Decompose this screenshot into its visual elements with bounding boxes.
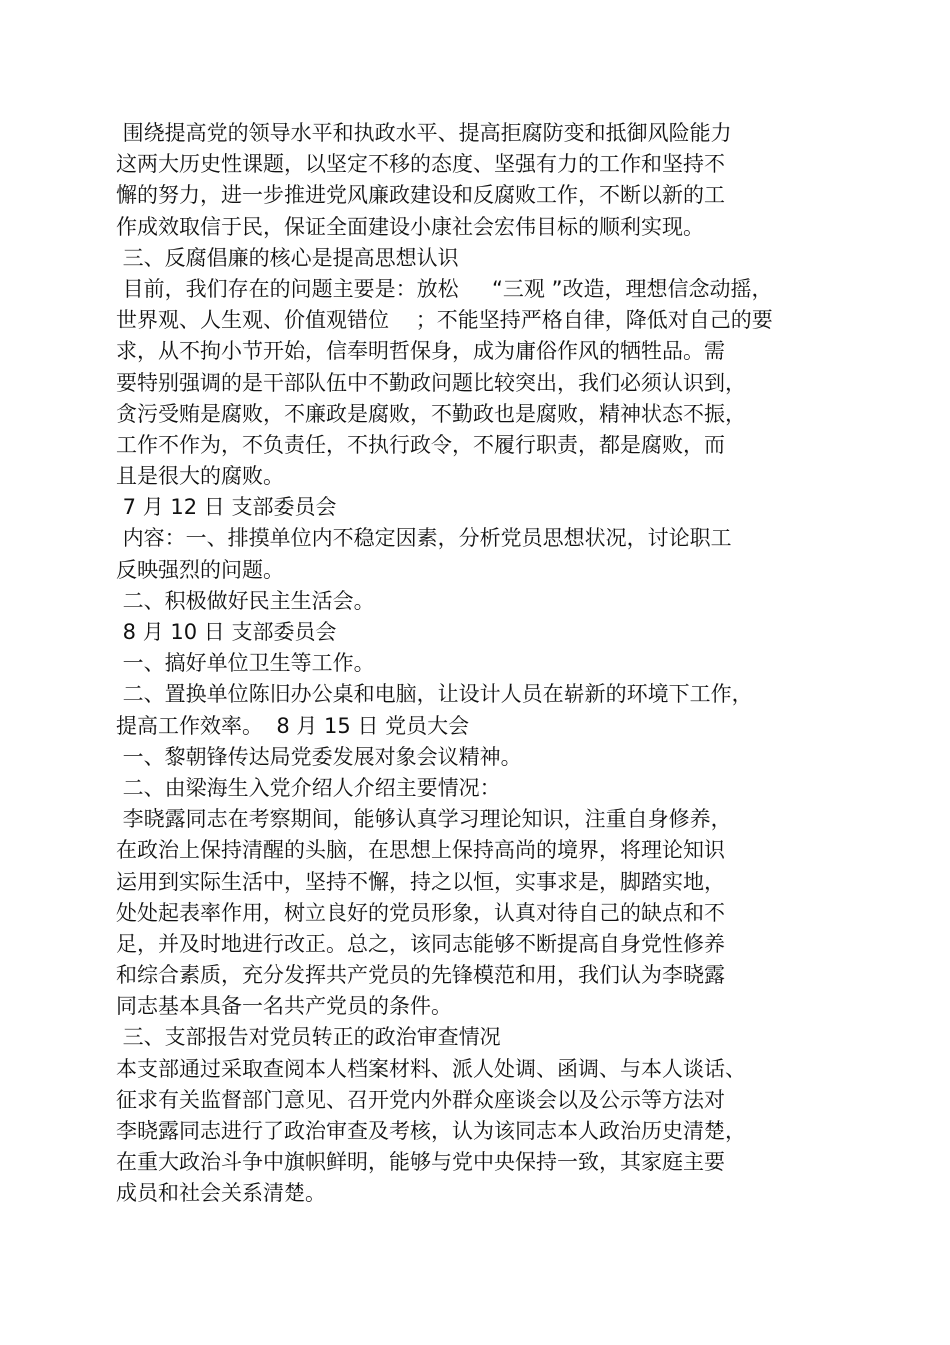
body-line: 在政治上保持清醒的头脑，在思想上保持高尚的境界，将理论知识 <box>116 838 725 863</box>
body-line: 在重大政治斗争中旗帜鲜明，能够与党中央保持一致，其家庭主要 <box>116 1150 725 1175</box>
body-line: 内容：一、排摸单位内不稳定因素，分析党员思想状况，讨论职工 <box>116 526 732 551</box>
body-line: 世界观、人生观、价值观错位 ；不能坚持严格自律，降低对自己的要 <box>116 308 773 333</box>
body-line: 处处起表率作用，树立良好的党员形象，认真对待自己的缺点和不 <box>116 900 725 925</box>
body-line: 提高工作效率。 8 月 15 日 党员大会 <box>116 713 470 738</box>
meeting-date-heading: 7 月 12 日 支部委员会 <box>116 495 337 520</box>
body-line: 和综合素质，充分发挥共产党员的先锋模范和用，我们认为李晓露 <box>116 963 725 988</box>
agenda-item: 一、黎朝锋传达局党委发展对象会议精神。 <box>116 744 522 769</box>
body-line: 李晓露同志在考察期间，能够认真学习理论知识，注重自身修养， <box>116 807 732 832</box>
body-line: 本支部通过采取查阅本人档案材料、派人处调、函调、与本人谈话、 <box>116 1056 746 1081</box>
body-line: 李晓露同志进行了政治审查及考核，认为该同志本人政治历史清楚， <box>116 1119 746 1143</box>
meeting-date-heading: 8 月 10 日 支部委员会 <box>116 620 337 644</box>
body-line: 这两大历史性课题，以坚定不移的态度、坚强有力的工作和坚持不 <box>116 152 725 177</box>
section-heading: 三、支部报告对党员转正的政治审查情况 <box>116 1025 501 1050</box>
body-line: 贪污受贿是腐败，不廉政是腐败，不勤政也是腐败，精神状态不振， <box>116 401 746 426</box>
body-line: 工作不作为，不负责任，不执行政令，不履行职责，都是腐败，而 <box>116 432 725 457</box>
body-line: 求，从不拘小节开始，信奉明哲保身，成为庸俗作风的牺牲品。需 <box>116 339 725 364</box>
body-line: 足，并及时地进行改正。总之，该同志能够不断提高自身党性修养 <box>116 931 725 956</box>
body-line: 懈的努力，进一步推进党风廉政建设和反腐败工作，不断以新的工 <box>116 183 725 208</box>
body-line: 作成效取信于民，保证全面建设小康社会宏伟目标的顺利实现。 <box>116 214 704 239</box>
section-heading: 三、反腐倡廉的核心是提高思想认识 <box>116 245 459 270</box>
agenda-item: 一、搞好单位卫生等工作。 <box>116 651 375 676</box>
agenda-item: 二、由梁海生入党介绍人介绍主要情况： <box>116 775 501 800</box>
body-line: 征求有关监督部门意见、召开党内外群众座谈会以及公示等方法对 <box>116 1087 725 1112</box>
body-line: 且是很大的腐败。 <box>116 464 284 489</box>
body-line: 同志基本具备一名共产党员的条件。 <box>116 994 452 1019</box>
body-line: 成员和社会关系清楚。 <box>116 1181 326 1206</box>
agenda-item: 二、积极做好民主生活会。 <box>116 588 375 613</box>
agenda-item: 二、置换单位陈旧办公桌和电脑，让设计人员在崭新的环境下工作， <box>116 682 753 707</box>
body-line: 目前，我们存在的问题主要是：放松 “三观 ”改造，理想信念动摇， <box>116 276 773 301</box>
body-line: 运用到实际生活中，坚持不懈，持之以恒，实事求是，脚踏实地， <box>116 869 725 894</box>
document-body <box>116 118 816 1210</box>
body-line: 围绕提高党的领导水平和执政水平、提高拒腐防变和抵御风险能力 <box>116 121 732 145</box>
body-line: 要特别强调的是干部队伍中不勤政问题比较突出，我们必须认识到， <box>116 370 746 395</box>
body-line: 反映强烈的问题。 <box>116 557 284 582</box>
